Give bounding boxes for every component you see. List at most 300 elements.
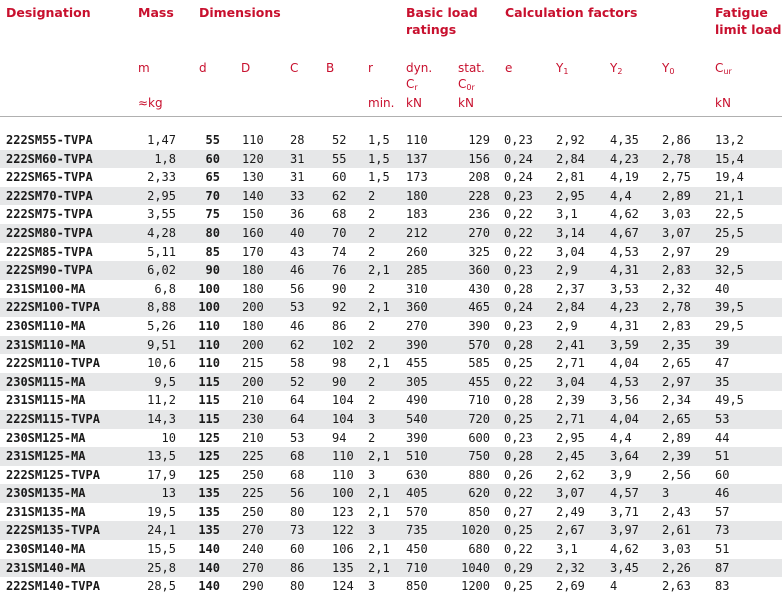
- table-row: [0, 429, 782, 448]
- cell-factor-y1: 3,04: [556, 244, 585, 259]
- cell-designation: 222SM135-TVPA: [6, 523, 100, 538]
- cell-fatigue-cur: 44: [715, 430, 730, 445]
- cell-fatigue-cur: 49,5: [715, 393, 744, 408]
- cell-bore-d: 135: [198, 504, 220, 519]
- table-row: [0, 540, 782, 559]
- cell-factor-y1: 2,95: [556, 430, 585, 445]
- cell-factor-y2: 3,45: [610, 560, 639, 575]
- subheader-B: B: [326, 61, 335, 75]
- cell-width-B: 104: [332, 393, 354, 408]
- cell-factor-y1: 2,62: [556, 467, 585, 482]
- cell-bore-d: 140: [198, 542, 220, 557]
- cell-factor-y2: 4,4: [610, 430, 632, 445]
- cell-factor-y0: 2,63: [662, 579, 691, 594]
- cell-dyn-cr: 173: [406, 170, 428, 185]
- cell-width-B: 92: [332, 300, 347, 315]
- cell-factor-y2: 4,04: [610, 356, 639, 371]
- subheader-Y2-letter: Y: [610, 61, 618, 75]
- cell-dyn-cr: 510: [406, 449, 428, 464]
- cell-radius-r: 2: [368, 337, 376, 352]
- cell-factor-e: 0,24: [504, 151, 533, 166]
- table-row: [0, 391, 782, 410]
- table-row: [0, 317, 782, 336]
- table-row: [0, 336, 782, 355]
- cell-width-B: 90: [332, 374, 347, 389]
- cell-designation: 222SM80-TVPA: [6, 225, 93, 240]
- cell-radius-r: 2,1: [368, 300, 390, 315]
- cell-factor-y0: 2,78: [662, 151, 691, 166]
- cell-bore-d: 110: [198, 318, 220, 333]
- cell-width-C: 28: [290, 133, 305, 147]
- table-row: [0, 484, 782, 503]
- cell-factor-y2: 3,56: [610, 393, 639, 408]
- cell-designation: 231SM125-MA: [6, 449, 86, 464]
- table-row: [0, 503, 782, 522]
- cell-fatigue-cur: 35: [715, 374, 730, 389]
- cell-outer-D: 215: [242, 356, 264, 371]
- subheader-kN-fatigue: kN: [715, 96, 731, 110]
- cell-factor-y1: 2,69: [556, 579, 585, 594]
- table-row: [0, 410, 782, 429]
- cell-factor-y1: 3,1: [556, 542, 578, 557]
- cell-factor-y1: 2,9: [556, 263, 578, 278]
- cell-factor-y1: 2,45: [556, 449, 585, 464]
- cell-stat-c0r: 620: [468, 486, 490, 501]
- cell-radius-r: 2,1: [368, 356, 390, 371]
- cell-factor-y1: 3,04: [556, 374, 585, 389]
- cell-fatigue-cur: 29: [715, 244, 730, 259]
- cell-dyn-cr: 310: [406, 281, 428, 296]
- cell-outer-D: 210: [242, 393, 264, 408]
- header-fatigue-line1: Fatigue: [715, 5, 768, 20]
- cell-designation: 231SM100-MA: [6, 281, 86, 296]
- cell-fatigue-cur: 21,1: [715, 188, 744, 203]
- header-basic-load-line1: Basic load: [406, 5, 478, 20]
- cell-bore-d: 140: [198, 560, 220, 575]
- cell-width-C: 31: [290, 151, 305, 166]
- cell-bore-d: 90: [205, 263, 220, 278]
- cell-factor-e: 0,22: [504, 225, 533, 240]
- cell-radius-r: 2: [368, 281, 376, 296]
- cell-dyn-cr: 183: [406, 207, 428, 222]
- cell-mass: 17,9: [147, 467, 176, 482]
- cell-stat-c0r: 1020: [461, 523, 490, 538]
- cell-factor-y0: 2,32: [662, 281, 691, 296]
- cell-factor-y0: 2,65: [662, 411, 691, 426]
- table-row: [0, 354, 782, 373]
- cell-factor-y1: 2,95: [556, 188, 585, 203]
- table-row: [0, 243, 782, 262]
- header-basic-load-ratings: [406, 4, 478, 38]
- table-row: [0, 466, 782, 485]
- cell-fatigue-cur: 51: [715, 542, 730, 557]
- cell-outer-D: 250: [242, 504, 264, 519]
- subheader-D: D: [241, 61, 251, 75]
- cell-dyn-cr: 285: [406, 263, 428, 278]
- subheader-Y2: [610, 60, 622, 80]
- cell-fatigue-cur: 39,5: [715, 300, 744, 315]
- cell-factor-y2: 4,23: [610, 151, 639, 166]
- subheader-Cur: [715, 60, 732, 80]
- table-row: [0, 205, 782, 224]
- cell-radius-r: 2,1: [368, 449, 390, 464]
- subheader-C0r-sub: 0r: [466, 83, 475, 92]
- cell-stat-c0r: 430: [468, 281, 490, 296]
- cell-outer-D: 140: [242, 188, 264, 203]
- cell-designation: 230SM140-MA: [6, 542, 86, 557]
- cell-outer-D: 230: [242, 411, 264, 426]
- cell-width-B: 76: [332, 263, 347, 278]
- cell-width-C: 53: [290, 300, 305, 315]
- subheader-Y2-sub: 2: [617, 67, 623, 76]
- cell-factor-y1: 2,84: [556, 151, 585, 166]
- cell-designation: 230SM110-MA: [6, 318, 86, 333]
- cell-factor-y1: 2,41: [556, 337, 585, 352]
- cell-factor-y2: 4,04: [610, 411, 639, 426]
- cell-radius-r: 2: [368, 225, 376, 240]
- subheader-r-min: min.: [368, 96, 395, 110]
- cell-width-B: 110: [332, 467, 354, 482]
- cell-width-B: 52: [332, 133, 347, 147]
- cell-bore-d: 100: [198, 300, 220, 315]
- cell-radius-r: 2: [368, 430, 376, 445]
- cell-factor-e: 0,24: [504, 300, 533, 315]
- subheader-r: r: [368, 61, 373, 75]
- cell-fatigue-cur: 60: [715, 467, 730, 482]
- cell-bore-d: 135: [198, 486, 220, 501]
- cell-width-B: 62: [332, 188, 347, 203]
- cell-factor-y0: 2,97: [662, 374, 691, 389]
- cell-factor-y1: 2,84: [556, 300, 585, 315]
- header-dimensions: Dimensions: [199, 5, 281, 20]
- cell-mass: 3,55: [147, 207, 176, 222]
- cell-outer-D: 270: [242, 523, 264, 538]
- cell-factor-y2: 3,97: [610, 523, 639, 538]
- cell-width-B: 122: [332, 523, 354, 538]
- cell-factor-y1: 2,32: [556, 560, 585, 575]
- cell-factor-y2: 4,35: [610, 133, 639, 147]
- cell-factor-e: 0,26: [504, 467, 533, 482]
- cell-mass: 4,28: [147, 225, 176, 240]
- cell-dyn-cr: 360: [406, 300, 428, 315]
- subheader-d: d: [199, 61, 207, 75]
- cell-width-C: 80: [290, 579, 305, 594]
- cell-designation: 222SM110-TVPA: [6, 356, 100, 371]
- cell-factor-y2: 4,67: [610, 225, 639, 240]
- cell-designation: 222SM75-TVPA: [6, 207, 93, 222]
- cell-bore-d: 110: [198, 337, 220, 352]
- cell-stat-c0r: 228: [468, 188, 490, 203]
- cell-factor-e: 0,23: [504, 188, 533, 203]
- cell-mass: 19,5: [147, 504, 176, 519]
- cell-outer-D: 290: [242, 579, 264, 594]
- cell-stat-c0r: 570: [468, 337, 490, 352]
- cell-factor-y1: 2,37: [556, 281, 585, 296]
- cell-factor-y0: 2,39: [662, 449, 691, 464]
- cell-dyn-cr: 735: [406, 523, 428, 538]
- cell-factor-y1: 2,67: [556, 523, 585, 538]
- table-row: [0, 261, 782, 280]
- cell-width-B: 123: [332, 504, 354, 519]
- header-basic-load-line2: ratings: [406, 22, 457, 37]
- subheader-kN-dyn: kN: [406, 96, 422, 110]
- cell-bore-d: 60: [205, 151, 220, 166]
- cell-width-B: 124: [332, 579, 354, 594]
- cell-radius-r: 3: [368, 467, 376, 482]
- cell-factor-y0: 2,75: [662, 170, 691, 185]
- header-fatigue-line2: limit load: [715, 22, 782, 37]
- cell-width-C: 36: [290, 207, 305, 222]
- cell-designation: 230SM125-MA: [6, 430, 86, 445]
- cell-factor-y1: 2,92: [556, 133, 585, 147]
- cell-stat-c0r: 600: [468, 430, 490, 445]
- cell-mass: 8,88: [147, 300, 176, 315]
- subheader-Y0-letter: Y: [662, 61, 670, 75]
- cell-fatigue-cur: 83: [715, 579, 730, 594]
- cell-factor-y1: 3,14: [556, 225, 585, 240]
- cell-bore-d: 100: [198, 281, 220, 296]
- header-mass: Mass: [138, 5, 174, 20]
- subheader-Cr-sub: r: [414, 83, 418, 92]
- cell-stat-c0r: 710: [468, 393, 490, 408]
- subheader-Cr: [406, 76, 418, 96]
- cell-radius-r: 3: [368, 523, 376, 538]
- cell-width-B: 110: [332, 449, 354, 464]
- cell-outer-D: 270: [242, 560, 264, 575]
- cell-factor-y0: 3,03: [662, 542, 691, 557]
- cell-radius-r: 2,1: [368, 486, 390, 501]
- cell-width-B: 70: [332, 225, 347, 240]
- cell-stat-c0r: 680: [468, 542, 490, 557]
- cell-factor-y2: 3,71: [610, 504, 639, 519]
- cell-bore-d: 115: [198, 393, 220, 408]
- table-row: [0, 150, 782, 169]
- cell-outer-D: 210: [242, 430, 264, 445]
- cell-dyn-cr: 405: [406, 486, 428, 501]
- cell-mass: 10,6: [147, 356, 176, 371]
- cell-outer-D: 120: [242, 151, 264, 166]
- cell-mass: 13,5: [147, 449, 176, 464]
- cell-radius-r: 1,5: [368, 151, 390, 166]
- table-row: [0, 280, 782, 299]
- cell-designation: 222SM70-TVPA: [6, 188, 93, 203]
- cell-width-C: 52: [290, 374, 305, 389]
- cell-mass: 15,5: [147, 542, 176, 557]
- cell-factor-e: 0,22: [504, 207, 533, 222]
- cell-factor-y0: 3,03: [662, 207, 691, 222]
- cell-width-C: 60: [290, 542, 305, 557]
- cell-radius-r: 1,5: [368, 170, 390, 185]
- cell-fatigue-cur: 73: [715, 523, 730, 538]
- cell-factor-y1: 2,49: [556, 504, 585, 519]
- subheader-Y1-letter: Y: [556, 61, 564, 75]
- cell-factor-e: 0,23: [504, 133, 533, 147]
- cell-factor-e: 0,23: [504, 263, 533, 278]
- cell-outer-D: 110: [242, 133, 264, 147]
- cell-factor-e: 0,25: [504, 579, 533, 594]
- cell-dyn-cr: 850: [406, 579, 428, 594]
- cell-width-B: 55: [332, 151, 347, 166]
- cell-width-B: 100: [332, 486, 354, 501]
- cell-factor-y2: 4: [610, 579, 618, 594]
- cell-outer-D: 200: [242, 337, 264, 352]
- cell-fatigue-cur: 29,5: [715, 318, 744, 333]
- cell-width-C: 56: [290, 281, 305, 296]
- cell-bore-d: 85: [205, 244, 220, 259]
- cell-dyn-cr: 270: [406, 318, 428, 333]
- cell-width-C: 56: [290, 486, 305, 501]
- cell-dyn-cr: 570: [406, 504, 428, 519]
- subheader-Y1: [556, 60, 568, 80]
- cell-fatigue-cur: 39: [715, 337, 730, 352]
- cell-factor-y0: 2,56: [662, 467, 691, 482]
- cell-designation: 231SM140-MA: [6, 560, 86, 575]
- subheader-m: m: [138, 61, 150, 75]
- cell-outer-D: 240: [242, 542, 264, 557]
- cell-stat-c0r: 750: [468, 449, 490, 464]
- cell-stat-c0r: 465: [468, 300, 490, 315]
- cell-fatigue-cur: 53: [715, 411, 730, 426]
- cell-factor-y0: 2,97: [662, 244, 691, 259]
- table-row: [0, 168, 782, 187]
- cell-factor-e: 0,23: [504, 430, 533, 445]
- cell-factor-e: 0,29: [504, 560, 533, 575]
- cell-factor-e: 0,28: [504, 337, 533, 352]
- table-row: [0, 187, 782, 206]
- cell-designation: 222SM65-TVPA: [6, 170, 93, 185]
- cell-width-B: 90: [332, 281, 347, 296]
- cell-designation: 231SM110-MA: [6, 337, 86, 352]
- cell-dyn-cr: 212: [406, 225, 428, 240]
- cell-factor-y0: 2,35: [662, 337, 691, 352]
- cell-factor-y2: 4,57: [610, 486, 639, 501]
- cell-width-C: 86: [290, 560, 305, 575]
- cell-factor-y1: 2,71: [556, 356, 585, 371]
- cell-outer-D: 150: [242, 207, 264, 222]
- cell-outer-D: 200: [242, 300, 264, 315]
- cell-radius-r: 2: [368, 244, 376, 259]
- cell-bore-d: 125: [198, 449, 220, 464]
- cell-dyn-cr: 390: [406, 430, 428, 445]
- cell-designation: 222SM90-TVPA: [6, 263, 93, 278]
- cell-dyn-cr: 260: [406, 244, 428, 259]
- subheader-Y1-sub: 1: [563, 67, 569, 76]
- cell-outer-D: 180: [242, 263, 264, 278]
- cell-width-B: 74: [332, 244, 347, 259]
- subheader-Cr-letter: C: [406, 77, 415, 91]
- cell-outer-D: 170: [242, 244, 264, 259]
- cell-factor-y2: 3,64: [610, 449, 639, 464]
- cell-factor-y1: 2,39: [556, 393, 585, 408]
- cell-factor-y0: 2,89: [662, 430, 691, 445]
- cell-factor-e: 0,28: [504, 281, 533, 296]
- cell-width-B: 104: [332, 411, 354, 426]
- cell-width-C: 46: [290, 263, 305, 278]
- cell-outer-D: 130: [242, 170, 264, 185]
- cell-factor-y0: 2,83: [662, 318, 691, 333]
- cell-mass: 2,33: [147, 170, 176, 185]
- cell-dyn-cr: 180: [406, 188, 428, 203]
- cell-mass: 28,5: [147, 579, 176, 594]
- cell-stat-c0r: 325: [468, 244, 490, 259]
- cell-factor-e: 0,25: [504, 411, 533, 426]
- cell-bore-d: 135: [198, 523, 220, 538]
- cell-bore-d: 125: [198, 467, 220, 482]
- cell-factor-y2: 4,62: [610, 542, 639, 557]
- cell-width-B: 135: [332, 560, 354, 575]
- cell-bore-d: 115: [198, 411, 220, 426]
- cell-factor-y2: 4,31: [610, 318, 639, 333]
- cell-factor-e: 0,25: [504, 523, 533, 538]
- cell-fatigue-cur: 19,4: [715, 170, 744, 185]
- cell-width-C: 73: [290, 523, 305, 538]
- cell-mass: 5,11: [147, 244, 176, 259]
- cell-factor-y0: 2,83: [662, 263, 691, 278]
- cell-dyn-cr: 390: [406, 337, 428, 352]
- cell-factor-y2: 4,4: [610, 188, 632, 203]
- cell-factor-y0: 2,89: [662, 188, 691, 203]
- cell-radius-r: 3: [368, 579, 376, 594]
- cell-factor-y2: 3,59: [610, 337, 639, 352]
- cell-bore-d: 55: [205, 133, 220, 147]
- cell-designation: 222SM60-TVPA: [6, 151, 93, 166]
- cell-bore-d: 65: [205, 170, 220, 185]
- table-row: [0, 131, 782, 150]
- cell-radius-r: 2: [368, 393, 376, 408]
- cell-fatigue-cur: 51: [715, 449, 730, 464]
- cell-stat-c0r: 455: [468, 374, 490, 389]
- subheader-approx-kg: ≈kg: [138, 96, 163, 110]
- table-row: [0, 559, 782, 578]
- table-row: [0, 447, 782, 466]
- cell-width-C: 68: [290, 467, 305, 482]
- subheader-Cur-sub: ur: [723, 67, 732, 76]
- cell-mass: 9,51: [147, 337, 176, 352]
- cell-dyn-cr: 450: [406, 542, 428, 557]
- cell-dyn-cr: 110: [406, 133, 428, 147]
- cell-stat-c0r: 129: [468, 133, 490, 147]
- cell-radius-r: 1,5: [368, 133, 390, 147]
- cell-width-C: 68: [290, 449, 305, 464]
- subheader-dyn: dyn.: [406, 61, 433, 75]
- subheader-Y0-sub: 0: [669, 67, 675, 76]
- cell-fatigue-cur: 25,5: [715, 225, 744, 240]
- cell-bore-d: 115: [198, 374, 220, 389]
- cell-fatigue-cur: 47: [715, 356, 730, 371]
- cell-mass: 11,2: [147, 393, 176, 408]
- cell-bore-d: 110: [198, 356, 220, 371]
- cell-fatigue-cur: 87: [715, 560, 730, 575]
- cell-stat-c0r: 1200: [461, 579, 490, 594]
- cell-factor-e: 0,22: [504, 542, 533, 557]
- cell-width-C: 53: [290, 430, 305, 445]
- table-row: [0, 298, 782, 317]
- cell-mass: 24,1: [147, 523, 176, 538]
- cell-factor-y0: 2,86: [662, 133, 691, 147]
- header-designation: Designation: [6, 5, 91, 20]
- cell-designation: 222SM85-TVPA: [6, 244, 93, 259]
- cell-fatigue-cur: 15,4: [715, 151, 744, 166]
- cell-bore-d: 125: [198, 430, 220, 445]
- cell-factor-y2: 4,53: [610, 374, 639, 389]
- cell-stat-c0r: 208: [468, 170, 490, 185]
- subheader-C: C: [290, 61, 299, 75]
- subheader-stat: stat.: [458, 61, 485, 75]
- cell-mass: 9,5: [154, 374, 176, 389]
- subheader-C0r: [458, 76, 475, 96]
- cell-dyn-cr: 630: [406, 467, 428, 482]
- cell-mass: 2,95: [147, 188, 176, 203]
